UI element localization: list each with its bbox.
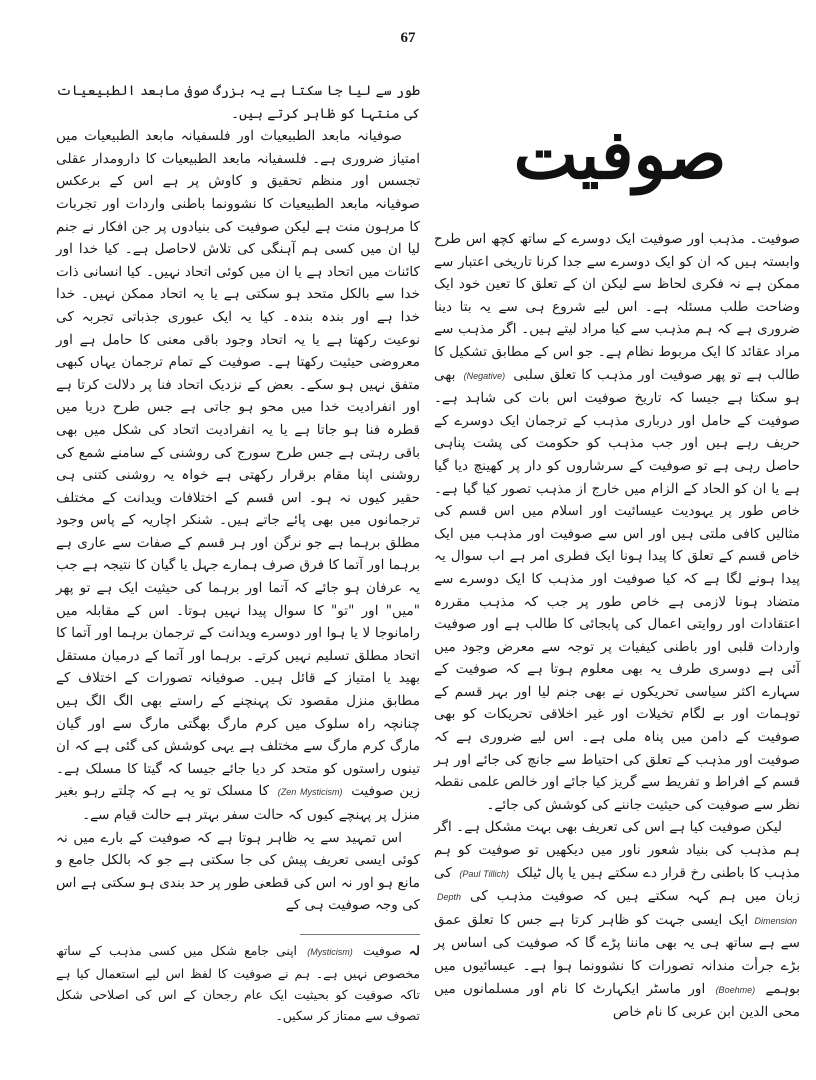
boehme-gloss: (Boehme) bbox=[715, 984, 756, 995]
left-paragraph: طور سے لیا جا سکتا ہے یہ بزرگ صوفی مابعد الطبیعیات کی منتہا کو ظاہر کرتے ہیں۔ bbox=[56, 83, 420, 122]
footnote-separator bbox=[300, 934, 420, 935]
right-paragraph-text: کی زبان میں ہم کہہ سکتے ہیں کہ صوفیت مذہب کی bbox=[434, 864, 800, 905]
left-paragraph bbox=[56, 125, 420, 826]
footnote bbox=[56, 940, 420, 1026]
footnote-text: اپنی جامع شکل میں کسی مذہب کے ساتھ مخصوص نہیں ہے۔ ہم نے صوفیت کا لفظ اس لیے استعمال کیا ہے تاکہ صوفیت کو بحیثیت ایک عام رجحان کے اس کی اصلاحی شکل تصوف سے ممتاز کر سکیں۔ bbox=[56, 943, 420, 1023]
right-paragraph-text: اور ماسٹر ایکہارٹ کا نام اور مسلمانوں میں محی الدین ابن عربی کا نام خاص bbox=[434, 980, 800, 1021]
footnote-marker: لہ bbox=[408, 943, 420, 958]
left-column bbox=[56, 80, 420, 917]
footnote-paragraph bbox=[56, 940, 420, 1026]
right-paragraph-text: لیکن صوفیت کیا ہے اس کی تعریف بھی بہت مشکل ہے۔ اگر ہم مذہب کی بنیاد شعور ناور میں دیکھیں تو صوفیت کو ہم مذہب کا باطنی رخ قرار دے سکتے ہیں یا پال ٹیلک bbox=[434, 819, 801, 881]
left-paragraph: اس تمہید سے یہ ظاہر ہوتا ہے کہ صوفیت کے بارے میں نہ کوئی ایسی تعریف پیش کی جا سکتی ہے جو کہ بالکل جامع و مانع ہو اور نہ اس کی قطعی طور پر حد بندی ہو سکتی ہے اس کی وجہ صوفیت ہی کے bbox=[56, 829, 420, 914]
negative-gloss: (Negative) bbox=[463, 370, 506, 381]
right-paragraph-text: صوفیت۔ مذہب اور صوفیت ایک دوسرے کے ساتھ کچھ اس طرح وابستہ ہیں کہ ان کو ایک دوسرے سے جدا کرنا تاریخی اعتبار سے ممکن ہے نہ فکری لحاظ سے لیکن ان کے تعلق کا تعین خود ایک وضاحت طلب مسئلہ ہے۔ اس لیے شروع ہی سے یہ بتا دینا ضروری ہے کہ ہم مذہب سے کیا مراد لیتے ہیں۔ اگر مذہب سے مراد عقائد کا ایک مربوط نظام ہے۔ جو اس کے مطابق تشکیل کا طالب ہے تو پھر صوفیت اور مذہب کا تعلق سلبی bbox=[434, 231, 801, 383]
page-number: 67 bbox=[400, 30, 416, 46]
right-paragraph-text: بھی ہو سکتا ہے جیسا کہ تاریخ صوفیت اس بات کی شاہد ہے۔ صوفیت کے حامل اور درباری مذہب کے ترجمان ایک دوسرے کے حریف رہے ہیں اور جب مذہب کو حکومت کی پشت پناہی حاصل رہی ہے تو صوفیت کے سرشاروں کو دار پر کھینچ دیا گیا ہے یا ان کو الحاد کے الزام میں خارج از مذہب تصور کیا گیا ہے۔ خاص طور پر یہودیت عیسائیت اور اسلام میں اس قسم کی مثالیں کافی ملتی ہیں اور اس سے صوفیت اور مذہب میں ایک خاص قسم کے تعلق کا پیدا ہونا ایک فطری امر ہے اب سوال یہ پیدا ہونے لگا ہے کہ کیا صوفیت اور مذہب کا ایک دوسرے سے متضاد ہونا لازمی ہے خاص طور پر جب کہ مذہب مقررہ اعتقادات اور روایتی اعمال کی پابجائی کا طالب ہے اور صوفیت واردات قلبی اور باطنی کیفیات پر توجہ سے معرض وجود میں آئی ہے دوسری طرف یہ بھی معلوم ہوتا ہے کہ صوفیت کے سہارے اکثر سیاسی تحریکوں نے بھی جنم لیا اور بہر قسم کے توہمات اور بے لگام تخیلات اور غیر اخلاقی تحریکات کو بھی صوفیت کے دامن میں پناہ ملی ہے۔ اس لیے ضروری ہے کہ صوفیت اور مذہب کے تعلق کی احتیاط سے جانچ کی جائے اور ہر قسم کے افراط و تفریط سے گریز کیا جائے اور خالص علمی نقطہ نظر سے صوفیت کی حیثیت جاننے کی کوشش کی جائے۔ bbox=[434, 366, 800, 813]
right-paragraph bbox=[434, 816, 800, 1023]
zen-mysticism-gloss: (Zen Mysticism) bbox=[277, 787, 343, 798]
paul-tillich-gloss: (Paul Tillich) bbox=[459, 868, 510, 879]
chapter-title: صوفیت bbox=[513, 115, 727, 195]
left-paragraph-text: کا مسلک تو یہ ہے کہ چلتے رہو بغیر منزل پر پہنچے کیوں کہ حالت سفر بہتر ہے حالت قیام سے۔ bbox=[56, 783, 420, 823]
right-column bbox=[434, 228, 800, 1024]
footnote-word: صوفیت bbox=[362, 943, 402, 958]
mysticism-gloss: (Mysticism) bbox=[307, 947, 353, 957]
right-paragraph bbox=[434, 228, 800, 816]
left-paragraph-text: صوفیانہ مابعد الطبیعیات اور فلسفیانہ مابعد الطبیعیات میں امتیاز ضروری ہے۔ فلسفیانہ مابعد الطبیعیات کا دارومدار عقلی تجسس اور منظم تحقیق و کاوش پر ہے اس کے برعکس صوفیانہ مابعد الطبیعیات کا نشوونما باطنی واردات اور تجربات کا مرہون منت ہے لیکن صوفیت کی بنیادوں پر جن افکار نے جنم لیا ان میں کسی ہم آہنگی کی تلاش لاحاصل ہے۔ کیا خدا اور کائنات میں اتحاد ہے یا ان میں کوئی اتحاد نہیں۔ کیا انسانی ذات خدا سے بالکل متحد ہو سکتی ہے یا یہ اتحاد ممکن نہیں۔ خدا خدا ہے اور بندہ بندہ۔ کیا یہ ایک عبوری جذباتی تجربہ کی نوعیت رکھتا ہے یا یہ اتحاد وجود باقی معنی کا حامل ہے اور معروضی حیثیت رکھتا ہے۔ صوفیت کے تمام ترجمان یہاں کبھی متفق نہیں ہو سکے۔ بعض کے نزدیک اتحاد فنا پر دلالت کرتا ہے اور انفرادیت خدا میں محو ہو جاتی ہے جس طرح دریا میں قطرہ فنا ہو جاتا ہے یا یہ انفرادیت اتحاد کی شکل میں بھی باقی رہتی ہے جس طرح سورج کی روشنی کے سامنے شمع کی روشنی اپنا مقام برقرار رکھتی ہے خواہ یہ روشنی کتنی ہی حقیر کیوں نہ ہو۔ اس قسم کے اختلافات ویدانت کے مختلف ترجمانوں میں بھی پائے جاتے ہیں۔ شنکر اچاریہ کے پاس وجود مطلق برہما ہے جو نرگن اور ہر قسم کے صفات سے عاری ہے برہما اور آتما کا فرق صرف ہمارے جہل یا گیان کا نتیجہ ہے جب یہ عرفان ہو جائے کہ آتما اور برہما کی حیثیت ایک ہے تو پھر "میں" اور "تو" کا سوال پیدا نہیں ہوتا۔ اس کے مقابلہ میں رامانوجا لا یا ہوا اور دوسرے ویدانت کے ترجمان برہما اور آتما کا اتحاد مطلق تسلیم نہیں کرتے۔ برہما اور آتما کے درمیان مستقل بھید یا امتیاز کے قائل ہیں۔ صوفیانہ تصورات کے اختلاف کے مطابق منزل مقصود تک پہنچنے کے راستے بھی الگ الگ ہیں چنانچہ راہ سلوک میں کرم مارگ بھگتی مارگ سے اور گیان مارگ کرم مارگ سے مختلف ہے یہی کوشش کی گئی ہے کہ ان تینوں راستوں کو متحد کر دیا جائے جیسا کہ گیتا کا مسلک ہے۔ زین صوفیت bbox=[56, 128, 421, 800]
right-paragraph-text: ایک ایسی جہت کو ظاہر کرتا ہے جس کا تعلق عمق سے ہے ساتھ ہی یہ بھی ماننا پڑے گا کہ صوفیت کی اساس پر بڑے جرأت مندانہ تصورات کا نشوونما ہوا ہے۔ عیسائیوں میں بوہمے bbox=[434, 911, 800, 997]
depth-dimension-gloss: Depth Dimension bbox=[437, 892, 797, 926]
